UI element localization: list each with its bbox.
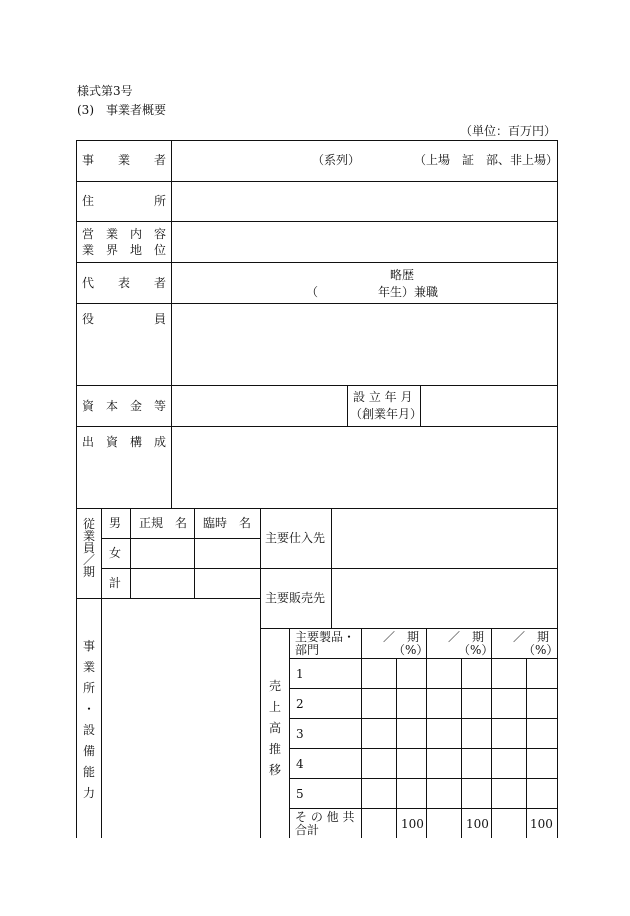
sales-row-number: 4: [296, 757, 304, 771]
total-label: 計: [109, 576, 122, 590]
industry-position-label: 業 界 地 位: [82, 243, 167, 257]
founding-date-label: （創業年月）: [350, 407, 423, 421]
percent-header-2: （%）: [458, 643, 494, 657]
female-label: 女: [109, 546, 122, 560]
investment-structure-label: 出 資 構 成: [82, 435, 167, 449]
representative-label: 代 表 者: [82, 276, 167, 290]
main-products-header: 主要製品・: [295, 630, 356, 644]
facilities-capacity-label: 事 業 所 ・ 設 備 能 力: [82, 639, 95, 800]
regular-employees-header: 正規 名: [139, 516, 188, 530]
temporary-employees-header: 臨時 名: [203, 516, 252, 530]
percent-header-1: （%）: [393, 643, 429, 657]
establishment-date-label: 設 立 年 月: [353, 390, 413, 404]
employees-period-label: 従 業 員 ／ 期: [82, 517, 95, 579]
birth-year-concurrent-post: （ 年生）兼職: [306, 285, 439, 299]
capital-label: 資 本 金 等: [82, 399, 167, 413]
percent-header-3: （%）: [523, 643, 559, 657]
career-label: 略歴: [390, 268, 415, 282]
period-header-3: ／ 期: [513, 630, 550, 644]
address-label: 住 所: [82, 194, 167, 208]
total-percent-3: 100: [530, 817, 553, 831]
sales-row-number: 5: [296, 787, 304, 801]
period-header-1: ／ 期: [383, 630, 420, 644]
sales-row-number: 2: [296, 697, 304, 711]
form-number: 様式第3号: [77, 84, 133, 98]
main-suppliers-label: 主要仕入先: [265, 531, 326, 545]
business-label: 事 業 者: [82, 153, 167, 167]
total-percent-2: 100: [466, 817, 489, 831]
sales-trend-label: 売 上 高 推 移: [268, 679, 281, 777]
division-header: 部門: [295, 643, 320, 657]
section-title: (3) 事業者概要: [77, 103, 166, 117]
officers-label: 役 員: [82, 312, 167, 326]
sales-row-number: 1: [296, 667, 304, 681]
total-percent-1: 100: [401, 817, 424, 831]
male-label: 男: [109, 516, 122, 530]
sales-row-number: 3: [296, 727, 304, 741]
unit-note: （単位：百万円）: [460, 124, 557, 138]
business-activity-label: 営 業 内 容: [82, 227, 167, 241]
keiretsu-field: （系列）: [312, 153, 361, 167]
period-header-2: ／ 期: [448, 630, 485, 644]
grand-total-label: 合計: [295, 823, 320, 837]
other-including-label: そ の 他 共: [295, 810, 355, 824]
main-sales-destinations-label: 主要販売先: [265, 591, 326, 605]
listing-status-field: （上場 証 部、非上場）: [414, 153, 559, 167]
